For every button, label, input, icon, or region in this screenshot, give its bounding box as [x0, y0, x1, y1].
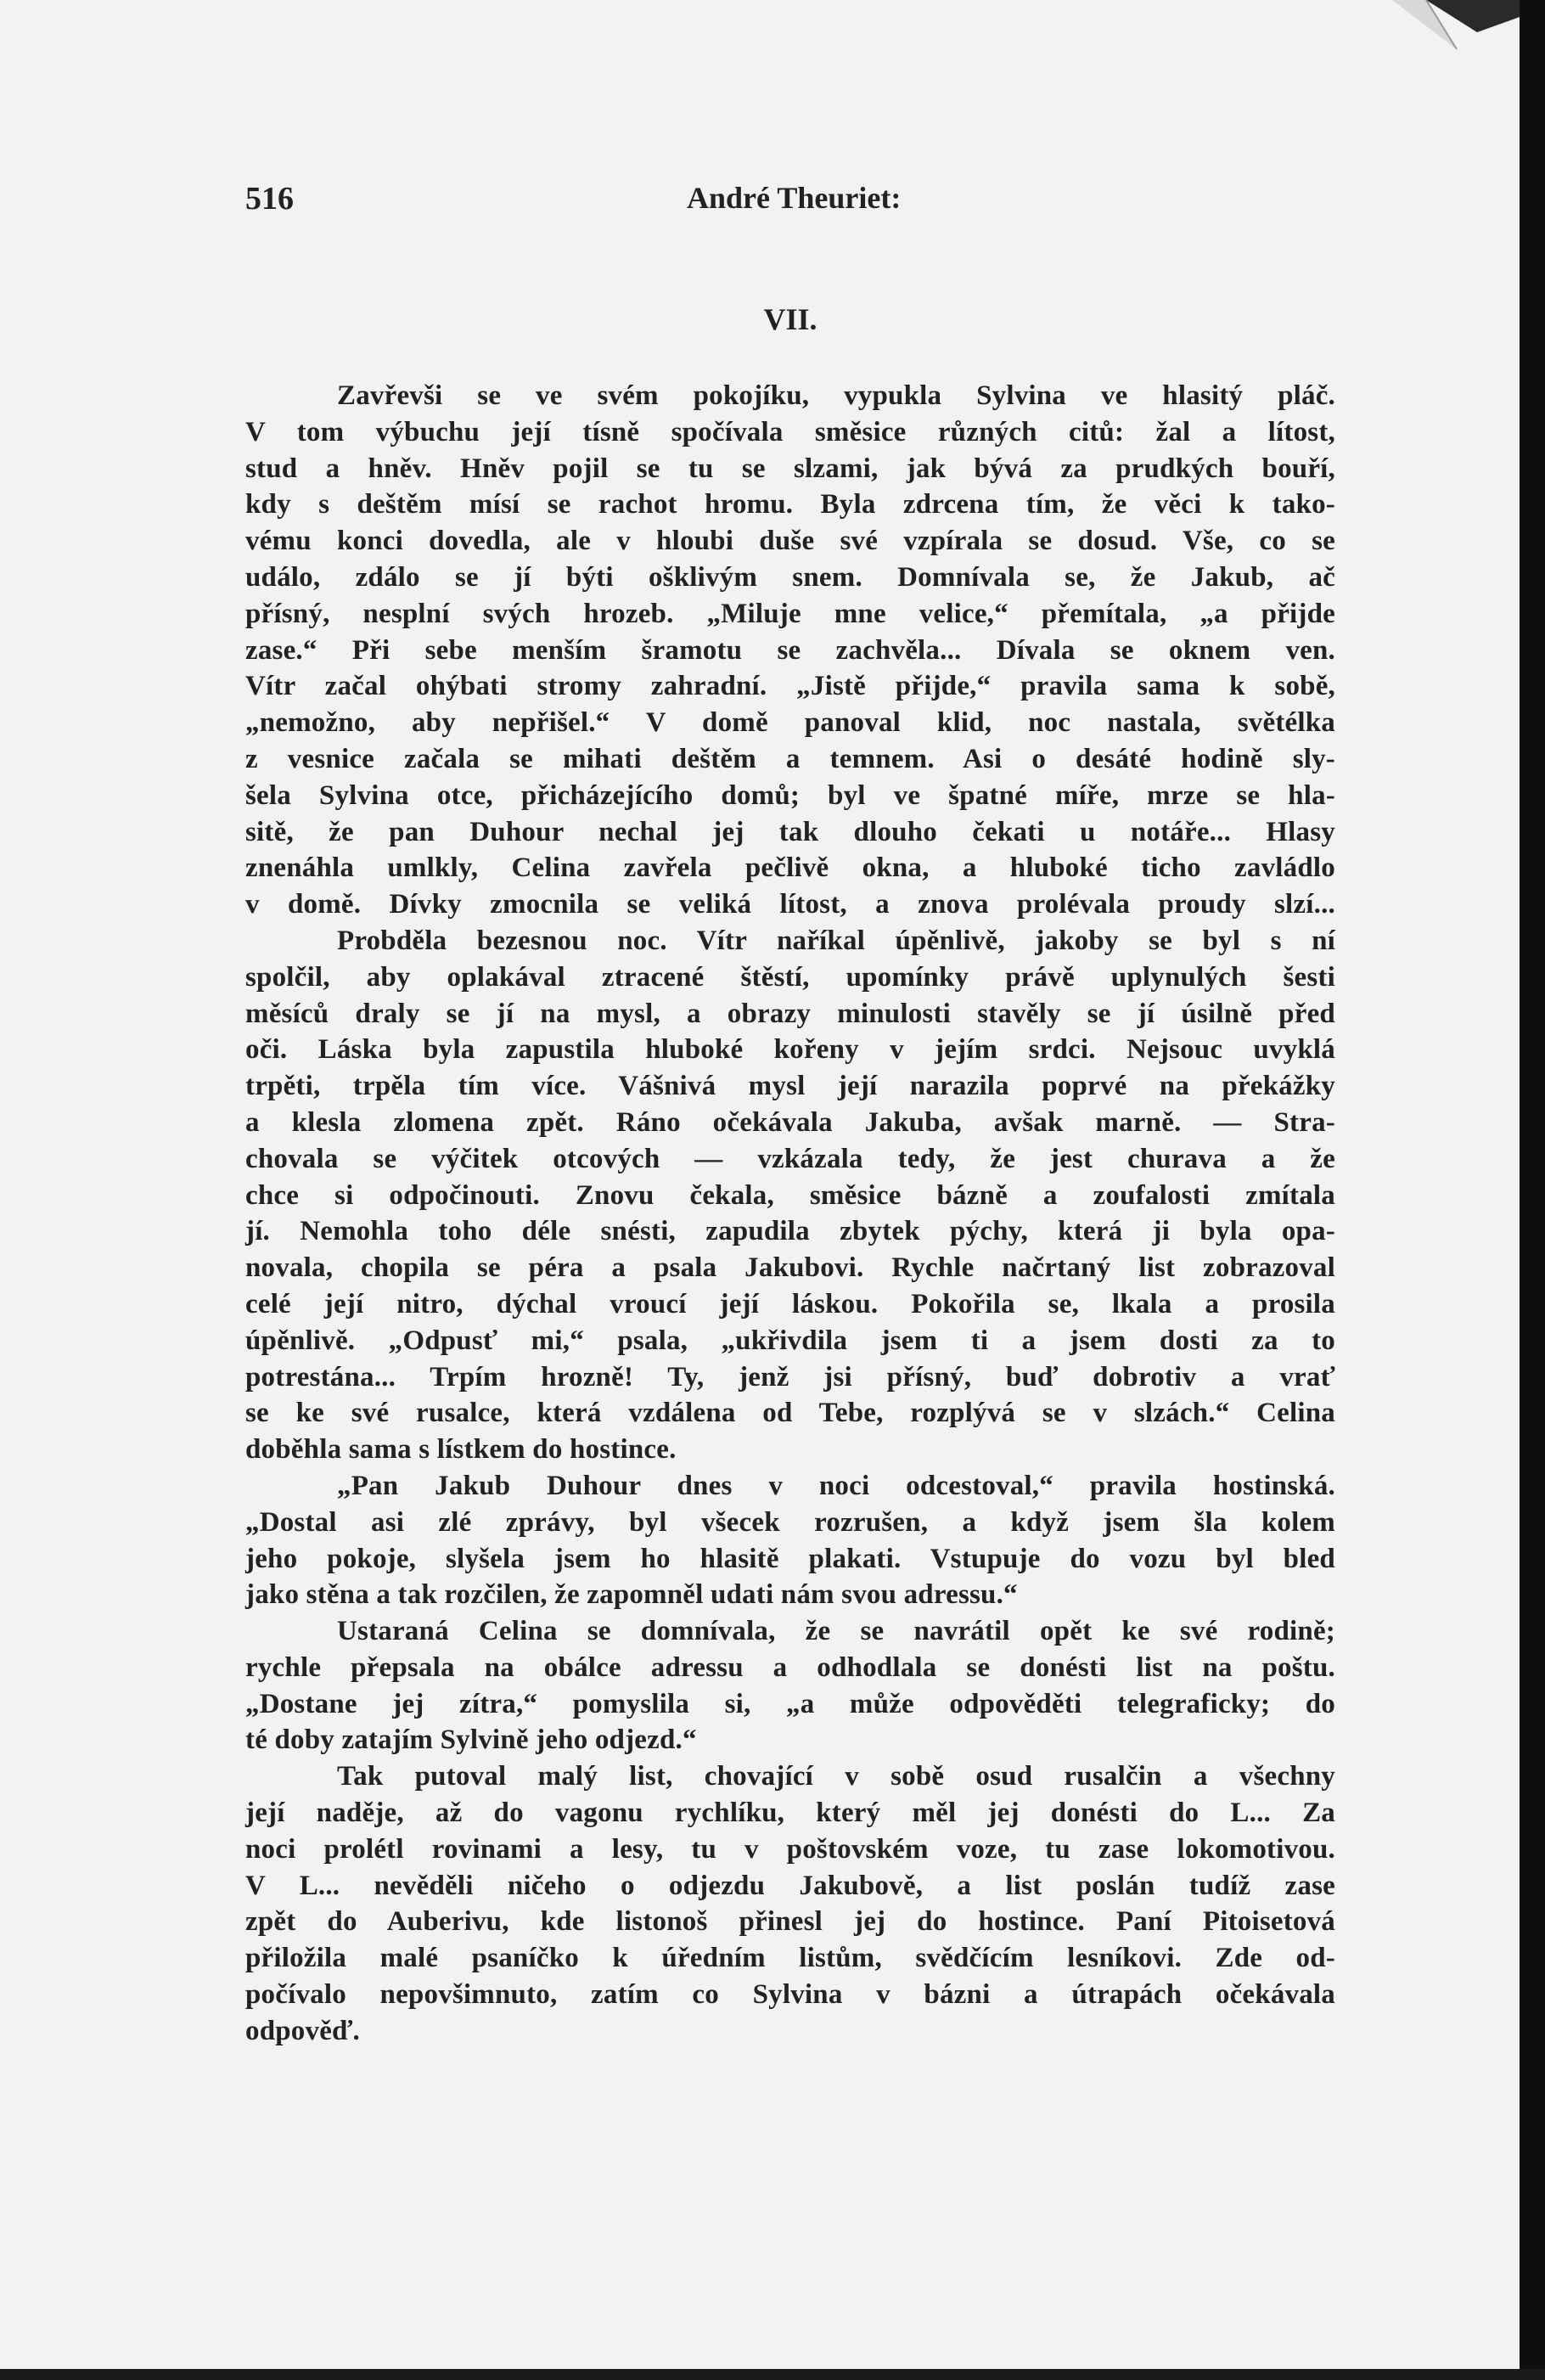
text-line: měsíců draly se jí na mysl, a obrazy minulosti stavěly se jí úsilně před	[245, 998, 1335, 1029]
text-line: šela Sylvina otce, přicházejícího domů; byl ve špatné míře, mrze se hla-	[245, 779, 1335, 811]
text-line: Probděla bezesnou noc. Vítr naříkal úpěnlivě, jakoby se byl s ní	[337, 925, 1335, 956]
text-line: celé její nitro, dýchal vroucí její láskou. Pokořila se, lkala a prosila	[245, 1288, 1335, 1319]
text-line: jí. Nemohla toho déle snésti, zapudila zbytek pýchy, která ji byla opa-	[245, 1216, 1335, 1247]
text-line: úpěnlivě. „Odpusť mi,“ psala, „ukřivdila jsem ti a jsem dosti za to	[245, 1325, 1335, 1356]
text-line: stud a hněv. Hněv pojil se tu se slzami, jak bývá za prudkých bouří,	[245, 453, 1335, 484]
text-line: noci prolétl rovinami a lesy, tu v poštovském voze, tu zase lokomotivou.	[245, 1833, 1335, 1865]
text-line: novala, chopila se péra a psala Jakubovi. Rychle načrtaný list zobrazoval	[245, 1252, 1335, 1284]
body-text	[245, 378, 1335, 2110]
text-line: přiložila malé psaníčko k úředním listům, svědčícím lesníkovi. Zde od-	[245, 1943, 1335, 1974]
text-line: potrestána... Trpím hrozně! Ty, jenž jsi přísný, buď dobrotiv a vrať	[245, 1361, 1335, 1393]
text-line: Ustaraná Celina se domnívala, že se navrátil opět ke své rodině;	[337, 1616, 1335, 1647]
text-line: znenáhla umlkly, Celina zavřela pečlivě okna, a hluboké ticho zavládlo	[245, 852, 1335, 884]
text-line: „Dostane jej zítra,“ pomyslila si, „a může odpověděti telegraficky; do	[245, 1688, 1335, 1719]
text-line: odpověď.	[245, 2015, 360, 2046]
text-line: rychle přepsala na obálce adressu a odhodlala se donésti list na poštu.	[245, 1651, 1335, 1683]
text-line: přísný, nesplní svých hrozeb. „Miluje mne velice,“ přemítala, „a přijde	[245, 598, 1335, 629]
text-line: oči. Láska byla zapustila hluboké kořeny v jejím srdci. Nejsouc uvyklá	[245, 1034, 1335, 1066]
text-line: chce si odpočinouti. Znovu čekala, směsice bázně a zoufalosti zmítala	[245, 1179, 1335, 1211]
text-line: V tom výbuchu její tísně spočívala směsice různých citů: žal a lítost,	[245, 416, 1335, 447]
text-line: „Dostal asi zlé zprávy, byl všecek rozrušen, a když jsem šla kolem	[245, 1506, 1335, 1538]
text-line: chovala se výčitek otcových — vzkázala tedy, že jest churava a že	[245, 1143, 1335, 1174]
text-line: „nemožno, aby nepřišel.“ V domě panoval klid, noc nastala, světélka	[245, 707, 1335, 739]
text-line: z vesnice začala se mihati deštěm a temnem. Asi o desáté hodině sly-	[245, 743, 1335, 774]
text-line: té doby zatajím Sylvině jeho odjezd.“	[245, 1725, 697, 1756]
text-line: se ke své rusalce, která vzdálena od Tebe, rozplývá se v slzách.“ Celina	[245, 1398, 1335, 1429]
page-edge-shadow	[1520, 0, 1545, 2380]
text-line: kdy s deštěm mísí se rachot hromu. Byla zdrcena tím, že věci k tako-	[245, 489, 1335, 520]
text-line: zase.“ Při sebe menším šramotu se zachvěla... Dívala se oknem ven.	[245, 634, 1335, 666]
text-line: v domě. Dívky zmocnila se veliká lítost, a znova prolévala proudy slzí...	[245, 889, 1335, 920]
text-line: trpěti, trpěla tím více. Vášnivá mysl její narazila poprvé na překážky	[245, 1071, 1335, 1102]
text-line: a klesla zlomena zpět. Ráno očekávala Jakuba, avšak marně. — Stra-	[245, 1106, 1335, 1138]
text-line: jeho pokoje, slyšela jsem ho hlasitě plakati. Vstupuje do vozu byl bled	[245, 1543, 1335, 1574]
page-header	[245, 180, 1335, 231]
text-line: „Pan Jakub Duhour dnes v noci odcestoval,“ pravila hostinská.	[337, 1470, 1335, 1501]
text-line: zpět do Auberivu, kde listonoš přinesl jej do hostince. Paní Pitoisetová	[245, 1906, 1335, 1938]
text-line: její naděje, až do vagonu rychlíku, který měl jej donésti do L... Za	[245, 1798, 1335, 1829]
text-line: počívalo nepovšimnuto, zatím co Sylvina v bázni a útrapách očekávala	[245, 1979, 1335, 2011]
text-line: Tak putoval malý list, chovající v sobě osud rusalčin a všechny	[337, 1761, 1335, 1792]
page-number: 516	[245, 181, 294, 217]
text-line: událo, zdálo se jí býti ošklivým snem. Domnívala se, že Jakub, ač	[245, 561, 1335, 593]
text-line: Vítr začal ohýbati stromy zahradní. „Jistě přijde,“ pravila sama k sobě,	[245, 671, 1335, 702]
text-line: V L... nevěděli ničeho o odjezdu Jakubově, a list poslán tudíž zase	[245, 1870, 1335, 1901]
text-line: spolčil, aby oplakával ztracené štěstí, upomínky právě uplynulých šesti	[245, 961, 1335, 993]
chapter-heading: VII.	[763, 302, 817, 336]
text-line: jako stěna a tak rozčilen, že zapomněl udati nám svou adressu.“	[245, 1579, 1018, 1611]
text-line: sitě, že pan Duhour nechal jej tak dlouho čekati u notáře... Hlasy	[245, 816, 1335, 847]
page-corner-shadow	[1375, 0, 1520, 93]
text-line: Zavřevši se ve svém pokojíku, vypukla Sylvina ve hlasitý pláč.	[337, 380, 1335, 411]
text-line: vému konci dovedla, ale v hloubi duše své vzpírala se dosud. Vše, co se	[245, 526, 1335, 557]
page-bottom-shadow	[0, 2369, 1545, 2380]
text-line: doběhla sama s lístkem do hostince.	[245, 1434, 677, 1466]
running-head: André Theuriet:	[687, 181, 902, 215]
